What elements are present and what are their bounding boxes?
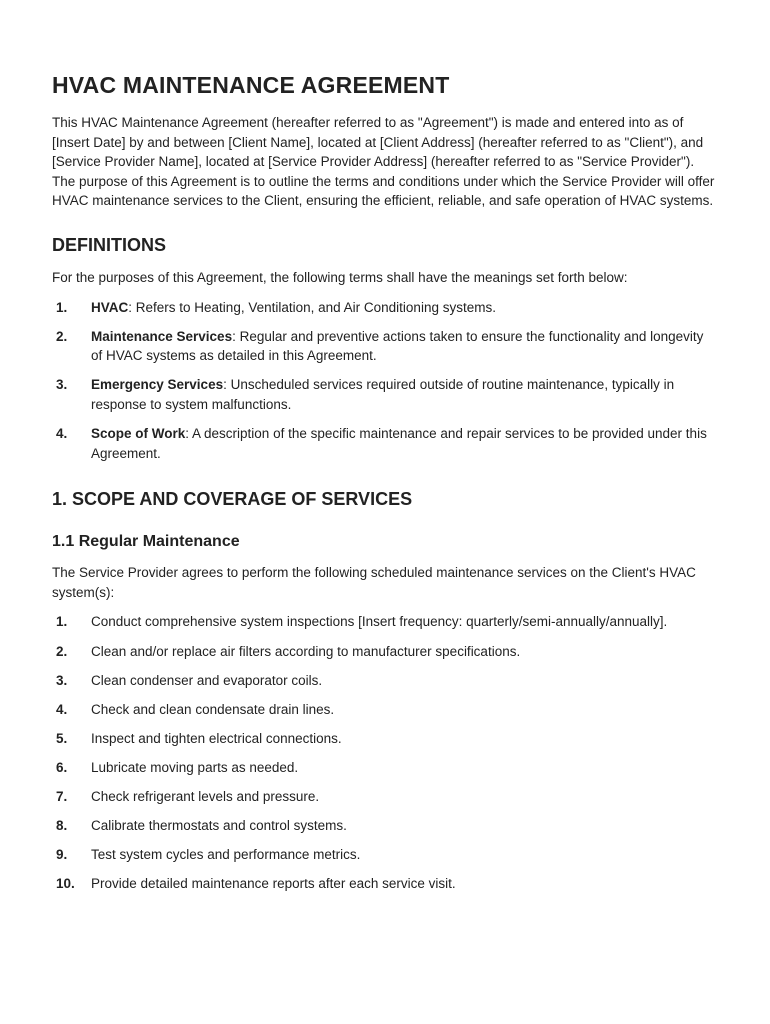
definition-text: : Regular and preventive actions taken to ensure the functionality and longevity of HVAC systems as detailed in this Agreement. — [91, 328, 704, 364]
definition-item — [52, 298, 718, 318]
list-item — [52, 700, 718, 720]
list-item — [52, 671, 718, 691]
list-number: 7. — [56, 788, 68, 804]
intro-paragraph: This HVAC Maintenance Agreement (hereafter referred to as "Agreement") is made and entered into as of [Insert Date] by and between [Client Name], located at [Client Address] (hereafter referred to as "Client"), and [Service Provider Name], located at [Service Provider Address] (hereafter referred to as "Service Provider"). The purpose of this Agreement is to outline the terms and conditions under which the Service Provider will offer HVAC maintenance services to the Client, ensuring the efficient, reliable, and safe operation of HVAC systems. — [52, 115, 715, 209]
list-item-text: Provide detailed maintenance reports after each service visit. — [91, 876, 456, 892]
section-heading: 1. SCOPE AND COVERAGE OF SERVICES — [52, 489, 413, 510]
list-number: 5. — [56, 730, 68, 746]
list-item — [52, 787, 718, 807]
list-number: 4. — [56, 701, 68, 717]
definitions-list — [52, 298, 718, 464]
list-item — [52, 845, 718, 865]
list-number: 6. — [56, 759, 68, 775]
definition-text: : Unscheduled services required outside of routine maintenance, typically in response to system malfunctions. — [91, 377, 675, 412]
list-item-text: Clean condenser and evaporator coils. — [91, 672, 323, 688]
section-scope — [52, 489, 718, 894]
maintenance-list — [52, 612, 718, 893]
definition-term: Maintenance Services — [91, 328, 233, 344]
list-item-text: Lubricate moving parts as needed. — [91, 759, 299, 775]
list-item-text: Inspect and tighten electrical connections. — [91, 730, 342, 746]
subsection-lead: The Service Provider agrees to perform the following scheduled maintenance services on the Client's HVAC system(s): — [52, 565, 696, 600]
list-item-text: Test system cycles and performance metrics. — [91, 847, 361, 863]
definitions-lead: For the purposes of this Agreement, the following terms shall have the meanings set forth below: — [52, 269, 628, 285]
definition-text: : Refers to Heating, Ventilation, and Air Conditioning systems. — [128, 299, 496, 315]
list-number: 1. — [56, 299, 68, 315]
document-title: HVAC MAINTENANCE AGREEMENT — [52, 72, 450, 98]
list-item-text: Check refrigerant levels and pressure. — [91, 788, 320, 804]
list-item-text: Conduct comprehensive system inspections [Insert frequency: quarterly/semi-annually/annually]. — [91, 614, 668, 630]
list-number: 3. — [56, 672, 68, 688]
list-item — [52, 642, 718, 662]
definition-term: HVAC — [91, 299, 129, 315]
definition-item — [52, 327, 718, 366]
list-item — [52, 729, 718, 749]
subsection-heading: 1.1 Regular Maintenance — [52, 533, 240, 551]
list-number: 9. — [56, 847, 68, 863]
definition-item — [52, 424, 718, 463]
list-number: 1. — [56, 614, 68, 630]
list-number: 2. — [56, 328, 68, 344]
list-item — [52, 612, 718, 632]
list-number: 8. — [56, 818, 68, 834]
list-number: 4. — [56, 426, 68, 442]
list-item — [52, 816, 718, 836]
definition-text: : A description of the specific maintenance and repair services to be provided under this Agreement. — [91, 426, 707, 461]
list-item-text: Calibrate thermostats and control systems. — [91, 818, 347, 834]
list-number: 10. — [56, 876, 75, 892]
list-item — [52, 874, 718, 894]
definition-item — [52, 375, 718, 414]
list-number: 2. — [56, 643, 68, 659]
list-number: 3. — [56, 377, 68, 393]
definitions-heading: DEFINITIONS — [52, 234, 167, 255]
list-item-text: Check and clean condensate drain lines. — [91, 701, 335, 717]
definition-term: Emergency Services — [91, 377, 224, 393]
definition-term: Scope of Work — [91, 426, 186, 442]
list-item-text: Clean and/or replace air filters according to manufacturer specifications. — [91, 643, 521, 659]
list-item — [52, 758, 718, 778]
